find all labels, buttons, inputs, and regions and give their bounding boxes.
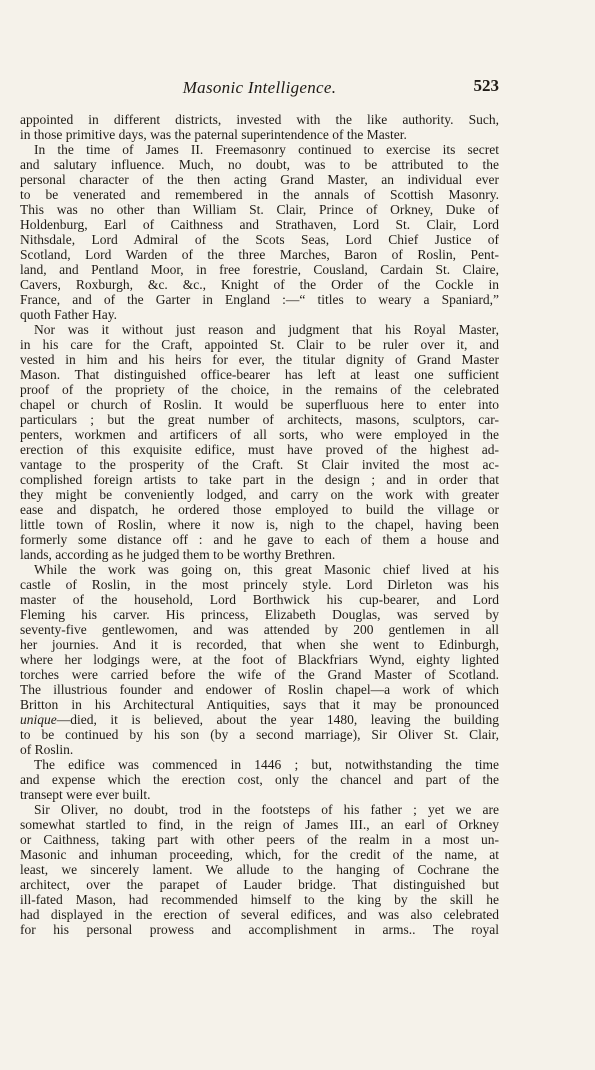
text-line: This was no other than William St. Clair, Prince of Orkney, Duke of	[20, 202, 499, 217]
text-line: The illustrious founder and endower of Roslin chapel—a work of which	[20, 682, 499, 697]
text-line: France, and of the Garter in England :—“ titles to weary a Spaniard,”	[20, 292, 499, 307]
text-line: Cavers, Roxburgh, &c. &c., Knight of the Order of the Cockle in	[20, 277, 499, 292]
text-line: master of the household, Lord Borthwick his cup-bearer, and Lord	[20, 592, 499, 607]
text-line: transept were ever built.	[20, 787, 151, 802]
text-line: they might be conveniently lodged, and carry on the work with greater	[20, 487, 499, 502]
text-line: formerly some distance off : and he gave to each of them a house and	[20, 532, 499, 547]
text-line: little town of Roslin, where it now is, nigh to the chapel, having been	[20, 517, 499, 532]
text-line: land, and Pentland Moor, in free forestrie, Cousland, Cardain St. Claire,	[20, 262, 499, 277]
running-title: Masonic Intelligence.	[182, 78, 337, 97]
text-line: for his personal prowess and accomplishment in arms.. The royal	[20, 922, 499, 937]
text-line: Britton in his Architectural Antiquities, says that it may be pronounced	[20, 697, 499, 712]
text-line: Sir Oliver, no doubt, trod in the footsteps of his father ; yet we are	[34, 802, 499, 817]
text-line: proof of the propriety of the choice, in the remains of the celebrated	[20, 382, 499, 397]
text-line: Mason. That distinguished office-bearer has left at least one sufficient	[20, 367, 499, 382]
text-line: In the time of James II. Freemasonry continued to exercise its secret	[34, 142, 499, 157]
text-line: appointed in different districts, invested with the like authority. Such,	[20, 112, 499, 127]
text-line: While the work was going on, this great Masonic chief lived at his	[34, 562, 499, 577]
text-line: lands, according as he judged them to be worthy Brethren.	[20, 547, 336, 562]
text-line: vantage to the prosperity of the Craft. St Clair invited the most ac-	[20, 457, 499, 472]
text-line: complished foreign artists to take part in the design ; and in order that	[20, 472, 499, 487]
text-line: vested in him and his heirs for ever, the titular dignity of Grand Master	[20, 352, 499, 367]
text-line: or Caithness, taking part with other peers of the realm in a most un-	[20, 832, 499, 847]
text-line: had displayed in the erection of several edifices, and was also celebrated	[20, 907, 499, 922]
text-line: Masonic and inhuman proceeding, which, for the credit of the name, at	[20, 847, 499, 862]
text-line: personal character of the then acting Grand Master, an individual ever	[20, 172, 499, 187]
page-number: 523	[473, 76, 499, 95]
text-line: unique—died, it is believed, about the year 1480, leaving the building	[20, 712, 499, 727]
text-line: The edifice was commenced in 1446 ; but, notwithstanding the time	[34, 757, 499, 772]
text-line: where her lodgings were, at the foot of Blackfriars Wynd, eighty lighted	[20, 652, 499, 667]
text-line: Fleming his carver. His princess, Elizabeth Douglas, was served by	[20, 607, 499, 622]
body-text	[20, 112, 499, 937]
text-line: chapel or church of Roslin. It would be superfluous here to enter into	[20, 397, 499, 412]
text-line: architect, over the parapet of Lauder bridge. That distinguished but	[20, 877, 499, 892]
text-line: least, we sincerely lament. We allude to the hanging of Cochrane the	[20, 862, 499, 877]
text-line: to be continued by his son (by a second marriage), Sir Oliver St. Clair,	[20, 727, 499, 742]
text-line: castle of Roslin, in the most princely style. Lord Dirleton was his	[20, 577, 499, 592]
text-line: torches were carried before the wife of the Grand Master of Scotland.	[20, 667, 499, 682]
text-line: and salutary influence. Much, no doubt, was to be attributed to the	[20, 157, 499, 172]
text-line: somewhat startled to find, in the reign of James III., an earl of Orkney	[20, 817, 499, 832]
text-line: in those primitive days, was the paternal superintendence of the Master.	[20, 127, 407, 142]
text-line: quoth Father Hay.	[20, 307, 117, 322]
emphasis: unique	[20, 712, 57, 727]
text-line: in his care for the Craft, appointed St. Clair to be ruler over it, and	[20, 337, 499, 352]
text-line: ease and dispatch, he ordered those employed to build the village or	[20, 502, 499, 517]
text-line: and expense which the erection cost, only the chancel and part of the	[20, 772, 499, 787]
text-line: penters, workmen and artificers of all sorts, who were employed in the	[20, 427, 499, 442]
text-line: seventy-five gentlewomen, and was attended by 200 gentlemen in all	[20, 622, 499, 637]
text-line: ill-fated Mason, had recommended himself to the king by the skill he	[20, 892, 499, 907]
text-line: Holdenburg, Earl of Caithness and Strathaven, Lord St. Clair, Lord	[20, 217, 499, 232]
text-line: to be venerated and remembered in the annals of Scottish Masonry.	[20, 187, 499, 202]
text-line: of Roslin.	[20, 742, 74, 757]
text-line: Nithsdale, Lord Admiral of the Scots Seas, Lord Chief Justice of	[20, 232, 499, 247]
text-line: her journies. And it is recorded, that when she went to Edinburgh,	[20, 637, 499, 652]
page-header	[20, 74, 499, 100]
text-line: Nor was it without just reason and judgment that his Royal Master,	[34, 322, 499, 337]
text-line: Scotland, Lord Warden of the three Marches, Baron of Roslin, Pent-	[20, 247, 499, 262]
text-line: erection of this exquisite edifice, must have proved of the highest ad-	[20, 442, 499, 457]
text-line: particulars ; but the great number of architects, masons, sculptors, car-	[20, 412, 499, 427]
